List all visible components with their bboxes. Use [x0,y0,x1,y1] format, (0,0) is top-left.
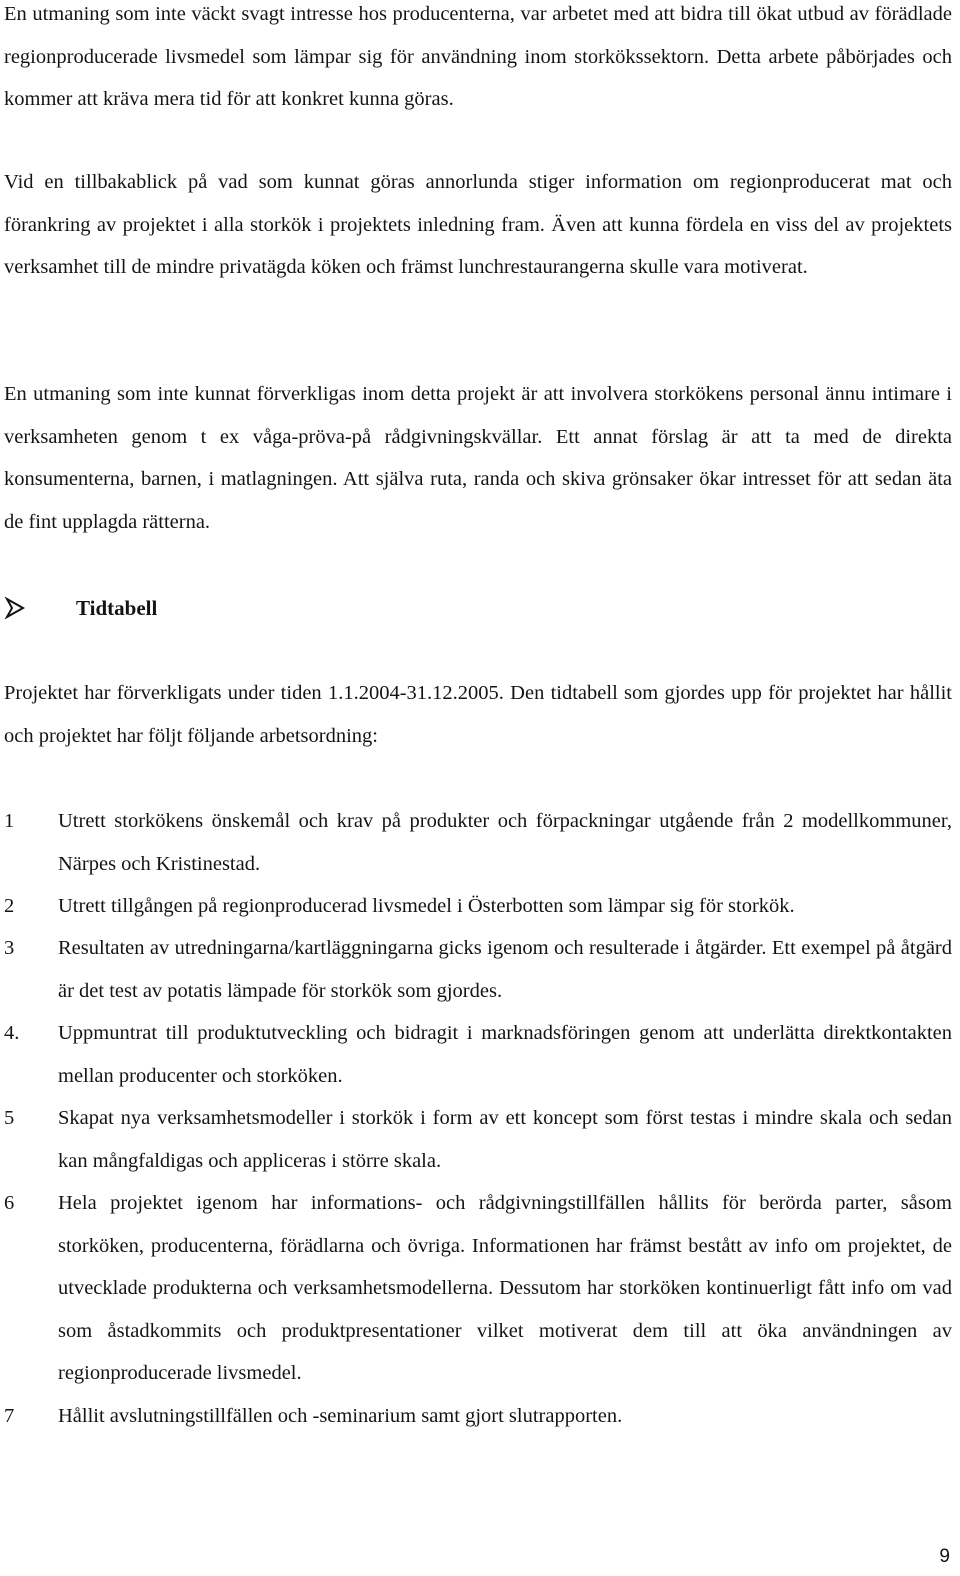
list-item-number: 6 [4,1192,15,1214]
paragraph-retrospective: Vid en tillbakablick på vad som kunnat göras annorlunda stiger information om regionproducerat mat och förankring av projektet i alla storkök i projektets inledning fram. Även att kunna fördela en viss del av projektets verksamhet till de mindre privatägda köken och främst lunchrestaurangerna skulle vara motiverat. [4,171,952,278]
list-item-number: 2 [4,895,15,917]
paragraph-timeline-intro: Projektet har förverkligats under tiden 1.1.2004-31.12.2005. Den tidtabell som gjordes upp för projektet har hållit och projektet har följt följande arbetsordning: [4,682,952,747]
list-item [4,800,952,885]
list-item [4,1097,952,1182]
list-item-text: Skapat nya verksamhetsmodeller i storkök i form av ett koncept som först testas i mindre skala och sedan kan mångfaldigas och appliceras i större skala. [58,1107,952,1172]
list-item [4,1395,952,1438]
list-item [4,1182,952,1395]
list-item-number: 5 [4,1107,15,1129]
section-title: Tidtabell [76,595,158,620]
paragraph-challenge-staff: En utmaning som inte kunnat förverkligas inom detta projekt är att involvera storkökens personal ännu intimare i verksamheten genom t ex våga-pröva-på rådgivningskvällar. Ett annat förslag är att ta med de direkta konsumenterna, barnen, i matlagningen. Att själva ruta, randa och skiva grönsaker ökar intresset för att sedan äta de fint upplagda rätterna. [4,383,952,533]
list-item [4,885,952,928]
paragraph-challenge-supply: En utmaning som inte väckt svagt intresse hos producenterna, var arbetet med att bidra till ökat utbud av förädlade regionproducerade livsmedel som lämpar sig för användning inom storkökssektorn. Detta arbete påbörjades och kommer att kräva mera tid för att konkret kunna göras. [4,3,952,110]
list-item-number: 3 [4,937,15,959]
list-item-text: Hållit avslutningstillfällen och -seminarium samt gjort slutrapporten. [58,1405,623,1427]
list-item-text: Utrett tillgången på regionproducerad livsmedel i Österbotten som lämpar sig för storkök. [58,895,795,917]
page-number: 9 [939,1546,950,1567]
list-item-number: 7 [4,1405,15,1427]
section-heading-tidtabell [4,588,157,628]
list-item-text: Resultaten av utredningarna/kartläggningarna gicks igenom och resulterade i åtgärder. Ett exempel på åtgärd är det test av potatis lämpade för storkök som gjordes. [58,937,952,1002]
list-item [4,1012,952,1097]
arrow-bullet-icon [4,597,26,619]
list-item-number: 1 [4,810,15,832]
list-item [4,927,952,1012]
list-item-number: 4. [4,1022,20,1044]
list-item-text: Hela projektet igenom har informations- och rådgivningstillfällen hållits för berörda parter, såsom storköken, producenterna, förädlarna och övriga. Informationen har främst bestått av info om projektet, de utvecklade produkterna och verksamhetsmodellerna. Dessutom har storköken kontinuerligt fått info om vad som åstadkommits och produktpresentationer vilket motiverat dem till att öka användningen av regionproducerade livsmedel. [58,1192,952,1384]
list-item-text: Uppmuntrat till produktutveckling och bidragit i marknadsföringen genom att underlätta direktkontakten mellan producenter och storköken. [58,1022,952,1087]
list-item-text: Utrett storkökens önskemål och krav på produkter och förpackningar utgående från 2 modellkommuner, Närpes och Kristinestad. [58,810,952,875]
